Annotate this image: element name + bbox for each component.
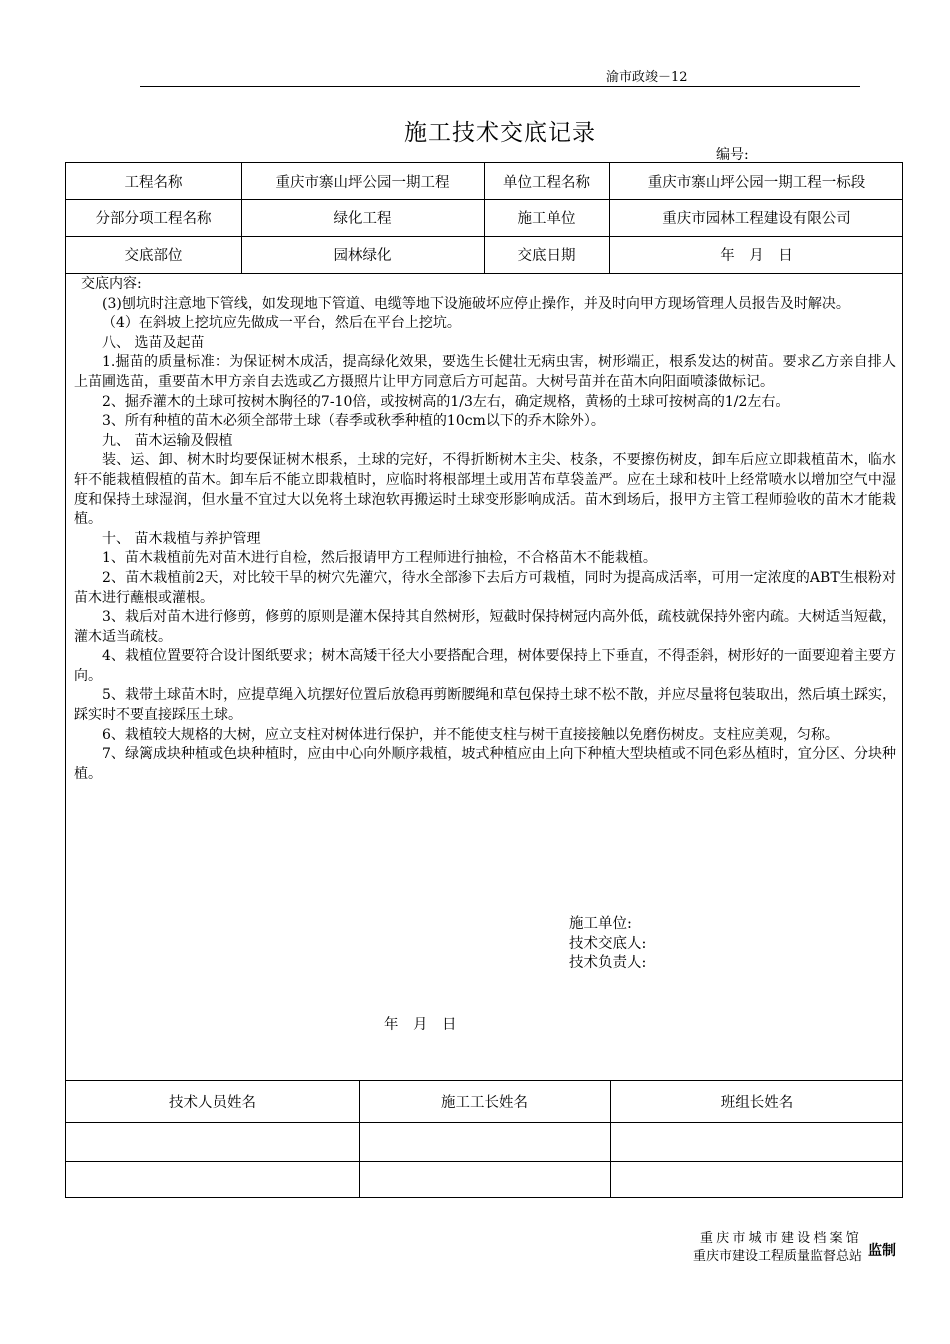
footer-stamp: 监制 bbox=[868, 1243, 896, 1259]
sub-project-value: 绿化工程 bbox=[333, 211, 392, 227]
footer-archive-name: 重庆市城市建设档案馆 bbox=[699, 1231, 862, 1246]
footer-supervision-name: 重庆市建设工程质量监督总站 bbox=[692, 1249, 862, 1264]
content-paragraph: 1.掘苗的质量标准：为保证树木成活，提高绿化效果，要选生长健壮无病虫害，树形端正，根系发达的树苗。要求乙方亲自排人上苗圃选苗，重要苗木甲方亲自去选或乙方摄照片让甲方同意后方可起苗。大树号苗并在苗木向阳面喷漆做标记。 bbox=[74, 354, 896, 390]
content-paragraph: 2、苗木栽植前2天，对比较干旱的树穴先灌穴，待水全部渗下去后方可栽植，同时为提高成活率，可用一定浓度的ABT生根粉对苗木进行蘸根或灌根。 bbox=[74, 569, 896, 606]
unit-project-label: 单位工程名称 bbox=[503, 174, 590, 191]
row-divider bbox=[66, 1161, 902, 1162]
briefing-content bbox=[74, 275, 896, 784]
team-leader-name-header: 班组长姓名 bbox=[720, 1094, 794, 1111]
content-paragraph: 装、运、卸、树木时均要保证树木根系，土球的完好，不得折断树木主尖、枝条，不要擦伤树皮，卸车后应立即栽植苗木，临水轩不能栽植假植的苗木。卸车后不能立即栽植时，应临时将根部埋土或用苫布草袋盖严。应在土球和枝叶上经常喷水以增加空气中湿度和保持土球湿润，但水量不宜过大以免将土球泡软再搬运时土球变形影响成活。苗木到场后，报甲方主管工程师验收的苗木才能栽植。 bbox=[74, 452, 896, 528]
section-heading: 十、 苗木栽植与养护管理 bbox=[102, 530, 261, 547]
content-paragraph: （4）在斜坡上挖坑应先做成一平台，然后在平台上挖坑。 bbox=[102, 315, 461, 332]
header-rule bbox=[140, 86, 860, 87]
signoff-responsible-label: 技术负责人: bbox=[569, 955, 647, 971]
serial-number-label: 编号: bbox=[716, 147, 749, 163]
content-paragraph: 6、栽植较大规格的大树，应立支柱对树体进行保护，并不能使支柱与树干直接接触以免磨伤树皮。支柱应美观，匀称。 bbox=[102, 726, 839, 743]
contractor-value: 重庆市园林工程建设有限公司 bbox=[662, 211, 851, 227]
project-name-value: 重庆市寨山坪公园一期工程 bbox=[275, 174, 450, 191]
content-paragraph: 7、绿篱成块种植或色块种植时，应由中心向外顺序栽植，坡式种植应由上向下种植大型块植或不同色彩丛植时，宜分区、分块种植。 bbox=[74, 746, 896, 782]
content-paragraph: 3、所有种植的苗木必须全部带土球（春季或秋季种植的10cm以下的乔木除外）。 bbox=[102, 413, 605, 430]
signoff-briefer-label: 技术交底人: bbox=[569, 935, 647, 952]
record-table bbox=[65, 162, 903, 1198]
page-title: 施工技术交底记录 bbox=[404, 120, 596, 146]
footer-issuer bbox=[672, 1230, 862, 1266]
section-heading: 八、 选苗及起苗 bbox=[102, 334, 205, 351]
position-label: 交底部位 bbox=[124, 248, 183, 264]
signoff-date: 年 月 日 bbox=[384, 1017, 457, 1033]
contractor-label: 施工单位 bbox=[517, 211, 576, 227]
content-paragraph: (3)刨坑时注意地下管线，如发现地下管道、电缆等地下设施破坏应停止操作，并及时向甲方现场管理人员报告及时解决。 bbox=[102, 295, 850, 312]
row-divider bbox=[66, 273, 902, 274]
date-value: 年 月 日 bbox=[720, 248, 793, 264]
date-label: 交底日期 bbox=[517, 248, 576, 264]
signoff-unit-label: 施工单位: bbox=[569, 916, 632, 932]
form-code: 渝市政竣－12 bbox=[606, 70, 688, 85]
content-paragraph: 5、栽带土球苗木时，应提草绳入坑摆好位置后放稳再剪断腰绳和草包保持土球不松不散，并应尽量将包装取出，然后填土踩实，踩实时不要直接踩压土球。 bbox=[74, 687, 896, 724]
content-paragraph: 3、栽后对苗木进行修剪，修剪的原则是灌木保持其自然树形，短截时保持树冠内高外低，疏枝就保持外密内疏。大树适当短截，灌木适当疏枝。 bbox=[74, 609, 896, 645]
signoff-block bbox=[569, 915, 646, 974]
technician-name-header: 技术人员姓名 bbox=[169, 1094, 256, 1111]
content-paragraph: 1、苗木栽植前先对苗木进行自检，然后报请甲方工程师进行抽检，不合格苗木不能栽植。 bbox=[102, 550, 657, 567]
section-heading: 九、 苗木运输及假植 bbox=[102, 432, 233, 449]
row-divider bbox=[66, 1122, 902, 1123]
content-label: 交底内容: bbox=[81, 276, 142, 292]
content-paragraph: 4、栽植位置要符合设计图纸要求；树木高矮干径大小要搭配合理，树体要保持上下垂直，不得歪斜，树形好的一面要迎着主要方向。 bbox=[74, 648, 896, 684]
unit-project-value: 重庆市寨山坪公园一期工程一标段 bbox=[647, 174, 866, 191]
foreman-name-header: 施工工长姓名 bbox=[441, 1094, 528, 1111]
sub-project-label: 分部分项工程名称 bbox=[95, 211, 212, 227]
position-value: 园林绿化 bbox=[333, 248, 392, 264]
project-name-label: 工程名称 bbox=[124, 174, 183, 191]
content-paragraph: 2、掘乔灌木的土球可按树木胸径的7-10倍，或按树高的1/3左右，确定规格，黄杨的土球可按树高的1/2左右。 bbox=[102, 393, 790, 410]
